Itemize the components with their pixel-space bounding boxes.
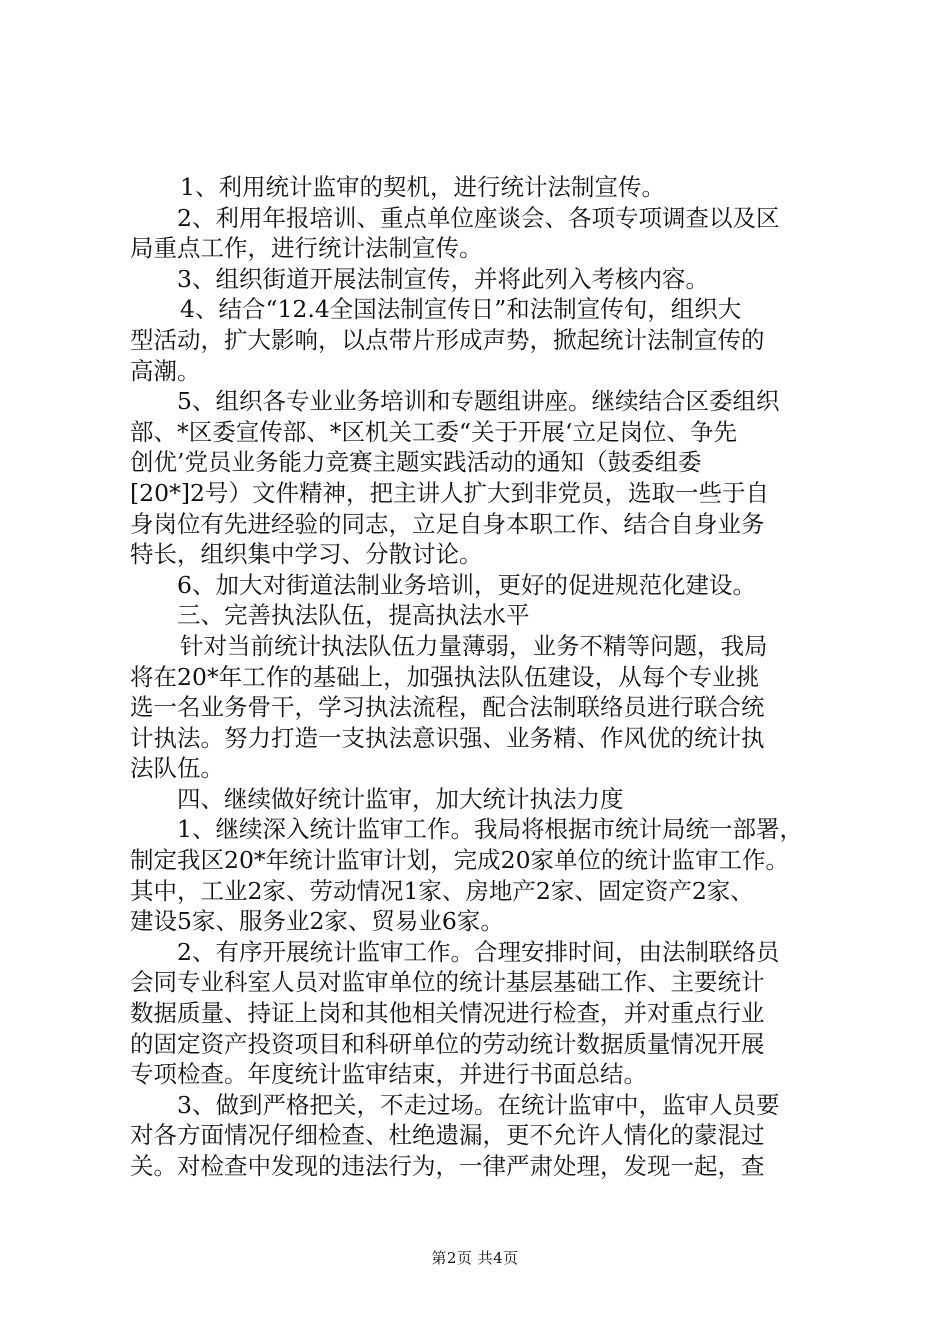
text-line: 三、完善执法队伍，提高执法水平: [177, 601, 530, 630]
text-line: 选一名业务骨干，学习执法流程，配合法制联络员进行联合统: [130, 693, 765, 722]
text-line: 部、*区委宣传部、*区机关工委“关于开展‘立足岗位、争先: [130, 417, 737, 446]
text-line: 6、加大对街道法制业务培训，更好的促进规范化建设。: [177, 570, 756, 599]
text-line: 创优’党员业务能力竞赛主题实践活动的通知（鼓委组委: [130, 448, 702, 477]
text-line: 身岗位有先进经验的同志，立足自身本职工作、结合自身业务: [130, 509, 765, 538]
text-line: 专项检查。年度统计监审结束，并进行书面总结。: [130, 1060, 647, 1089]
text-line: 3、组织街道开展法制宣传，并将此列入考核内容。: [177, 264, 709, 293]
text-line: 数据质量、持证上岗和其他相关情况进行检查，并对重点行业: [130, 999, 765, 1028]
text-line: 2、利用年报培训、重点单位座谈会、各项专项调查以及区: [177, 203, 780, 232]
page-number-footer: 第2页 共4页: [431, 1249, 519, 1267]
text-line: 法队伍。: [130, 754, 224, 783]
text-line: 建设5家、服务业2家、贸易业6家。: [130, 907, 504, 936]
text-line: 局重点工作，进行统计法制宣传。: [130, 234, 483, 263]
text-line: 关。对检查中发现的违法行为，一律严肃处理，发现一起，查: [130, 1152, 765, 1180]
text-line: 3、做到严格把关，不走过场。在统计监审中，监审人员要: [177, 1090, 780, 1119]
text-line: 的固定资产投资项目和科研单位的劳动统计数据质量情况开展: [130, 1029, 765, 1058]
text-line: 特长，组织集中学习、分散讨论。: [130, 540, 483, 569]
text-line: 制定我区20*年统计监审计划，完成20家单位的统计监审工作。: [130, 846, 790, 875]
text-line: 4、结合“12.4全国法制宣传日”和法制宣传旬，组织大: [180, 295, 742, 324]
text-line: 其中，工业2家、劳动情况1家、房地产2家、固定资产2家、: [130, 876, 754, 905]
text-line: [20*]2号）文件精神，把主讲人扩大到非党员，选取一些于自: [130, 478, 769, 507]
document-body: [130, 172, 830, 1182]
text-line: 会同专业科室人员对监审单位的统计基层基础工作、主要统计: [130, 968, 765, 997]
text-line: 型活动，扩大影响，以点带片形成声势，掀起统计法制宣传的: [130, 325, 765, 354]
text-line: 5、组织各专业业务培训和专题组讲座。继续结合区委组织: [177, 387, 780, 416]
text-line: 1、利用统计监审的契机，进行统计法制宣传。: [180, 173, 665, 201]
text-line: 对各方面情况仔细检查、杜绝遗漏，更不允许人情化的蒙混过: [130, 1121, 765, 1150]
text-line: 四、继续做好统计监审，加大统计执法力度: [177, 784, 624, 813]
text-line: 针对当前统计执法队伍力量薄弱，业务不精等问题，我局: [180, 631, 768, 660]
text-line: 高潮。: [130, 356, 201, 385]
text-line: 1、继续深入统计监审工作。我局将根据市统计局统一部署，: [177, 815, 803, 844]
text-line: 2、有序开展统计监审工作。合理安排时间，由法制联络员: [177, 937, 780, 966]
text-line: 将在20*年工作的基础上，加强执法队伍建设，从每个专业挑: [130, 662, 760, 691]
text-line: 计执法。努力打造一支执法意识强、业务精、作风优的统计执: [130, 723, 765, 752]
